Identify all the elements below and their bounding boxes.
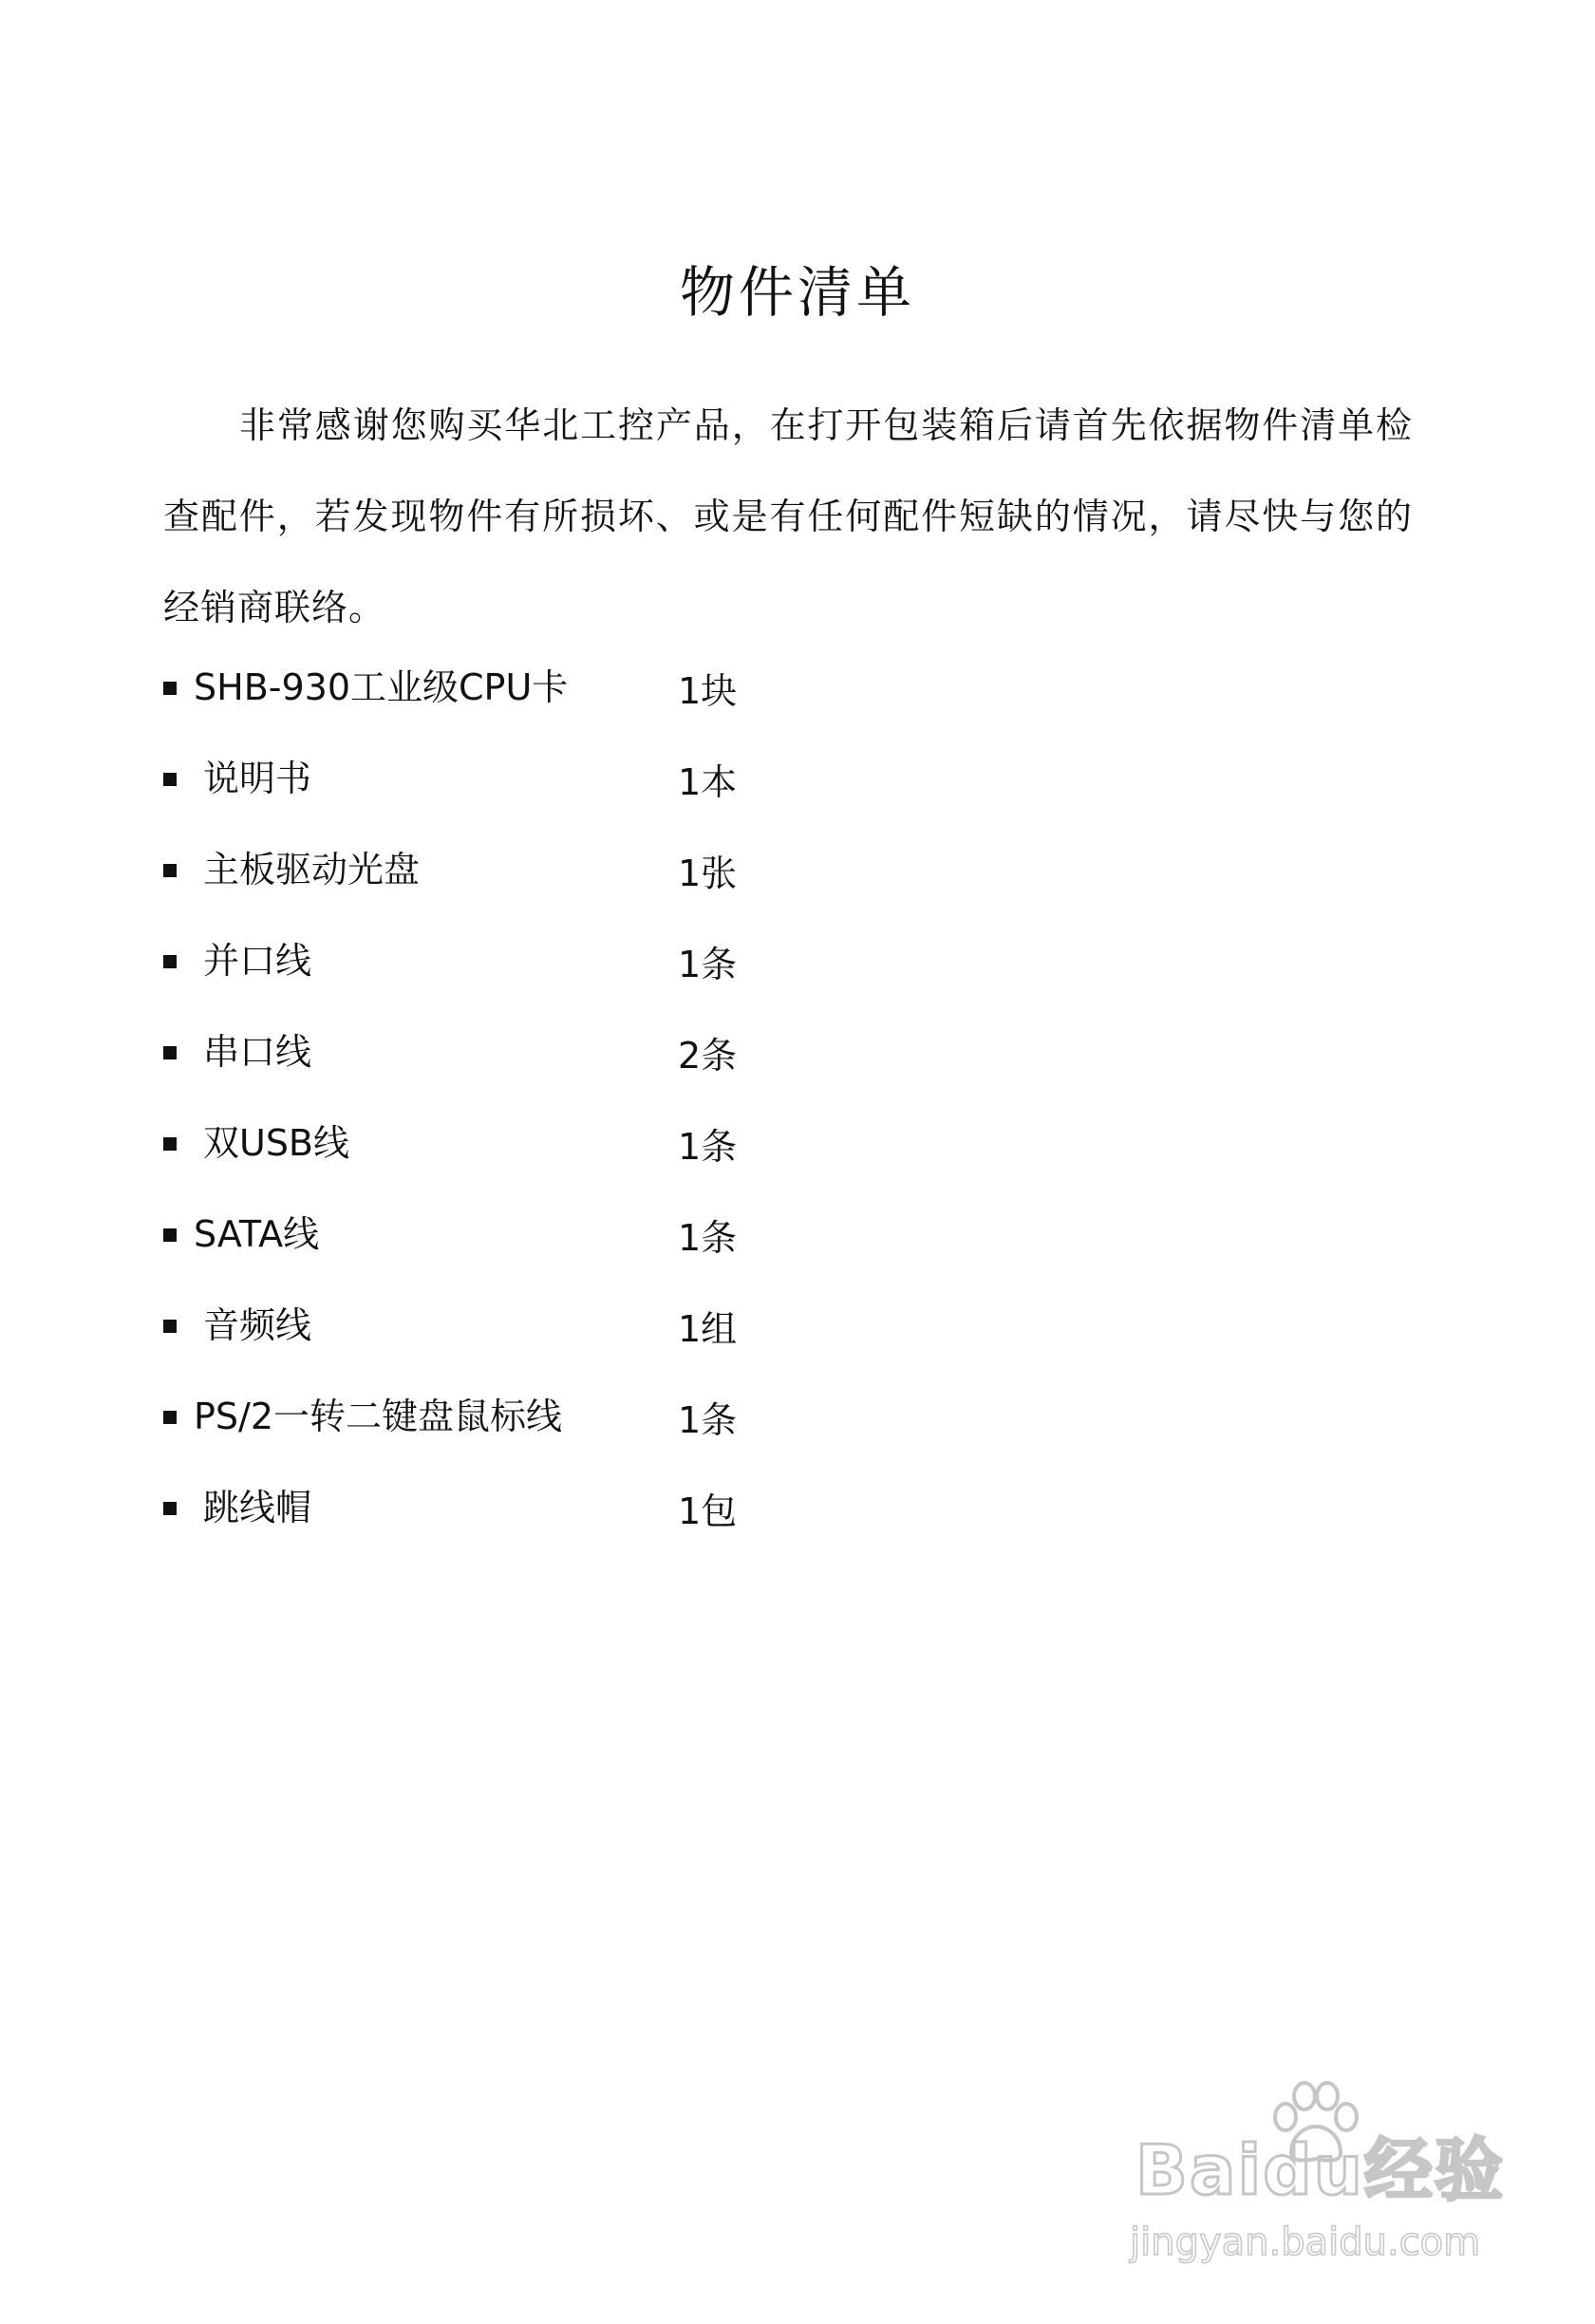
item-name: 跳线帽 <box>203 1487 312 1528</box>
list-item <box>163 1206 1113 1297</box>
page-title: 物件清单 <box>679 260 915 325</box>
square-bullet-icon <box>163 955 177 968</box>
square-bullet-icon <box>163 864 177 877</box>
item-quantity: 1条 <box>678 1126 738 1168</box>
watermark-url: jingyan.baidu.com <box>1130 2221 1481 2264</box>
baidu-jingyan-watermark <box>1120 2079 1519 2269</box>
item-name: 音频线 <box>203 1304 312 1346</box>
square-bullet-icon <box>163 1228 177 1242</box>
item-quantity: 1张 <box>678 853 738 894</box>
item-name: 串口线 <box>203 1031 312 1073</box>
item-name: PS/2一转二键盘鼠标线 <box>194 1396 563 1437</box>
item-quantity: 1块 <box>678 670 738 712</box>
list-item <box>163 1115 1113 1206</box>
square-bullet-icon <box>163 1046 177 1059</box>
square-bullet-icon <box>163 1411 177 1424</box>
item-name: 说明书 <box>203 758 312 799</box>
item-quantity: 1条 <box>678 944 738 985</box>
item-name: SHB-930工业级CPU卡 <box>194 666 569 708</box>
watermark-logo-text: Baidu经验 <box>1135 2130 1505 2210</box>
square-bullet-icon <box>163 1320 177 1333</box>
intro-paragraph: 非常感谢您购买华北工控产品，在打开包装箱后请首先依据物件清单检查配件，若发现物件有所损坏、或是有任何配件短缺的情况，请尽快与您的经销商联络。 <box>163 404 1413 628</box>
list-item <box>163 1479 1113 1570</box>
item-quantity: 1条 <box>678 1217 738 1259</box>
item-name: SATA线 <box>194 1213 320 1255</box>
list-item <box>163 932 1113 1023</box>
list-item <box>163 1388 1113 1479</box>
list-item <box>163 1023 1113 1115</box>
list-item <box>163 659 1113 750</box>
item-quantity: 1条 <box>678 1399 738 1441</box>
item-list <box>163 659 1113 1570</box>
list-item <box>163 750 1113 841</box>
item-quantity: 1包 <box>678 1490 738 1532</box>
list-item <box>163 1297 1113 1388</box>
square-bullet-icon <box>163 773 177 786</box>
square-bullet-icon <box>163 1137 177 1151</box>
list-item <box>163 841 1113 932</box>
item-name: 主板驱动光盘 <box>203 849 421 890</box>
item-name: 双USB线 <box>203 1122 350 1164</box>
item-quantity: 1本 <box>678 761 738 803</box>
square-bullet-icon <box>163 682 177 695</box>
item-quantity: 2条 <box>678 1035 738 1077</box>
square-bullet-icon <box>163 1502 177 1515</box>
item-quantity: 1组 <box>678 1308 738 1350</box>
item-name: 并口线 <box>203 940 312 982</box>
